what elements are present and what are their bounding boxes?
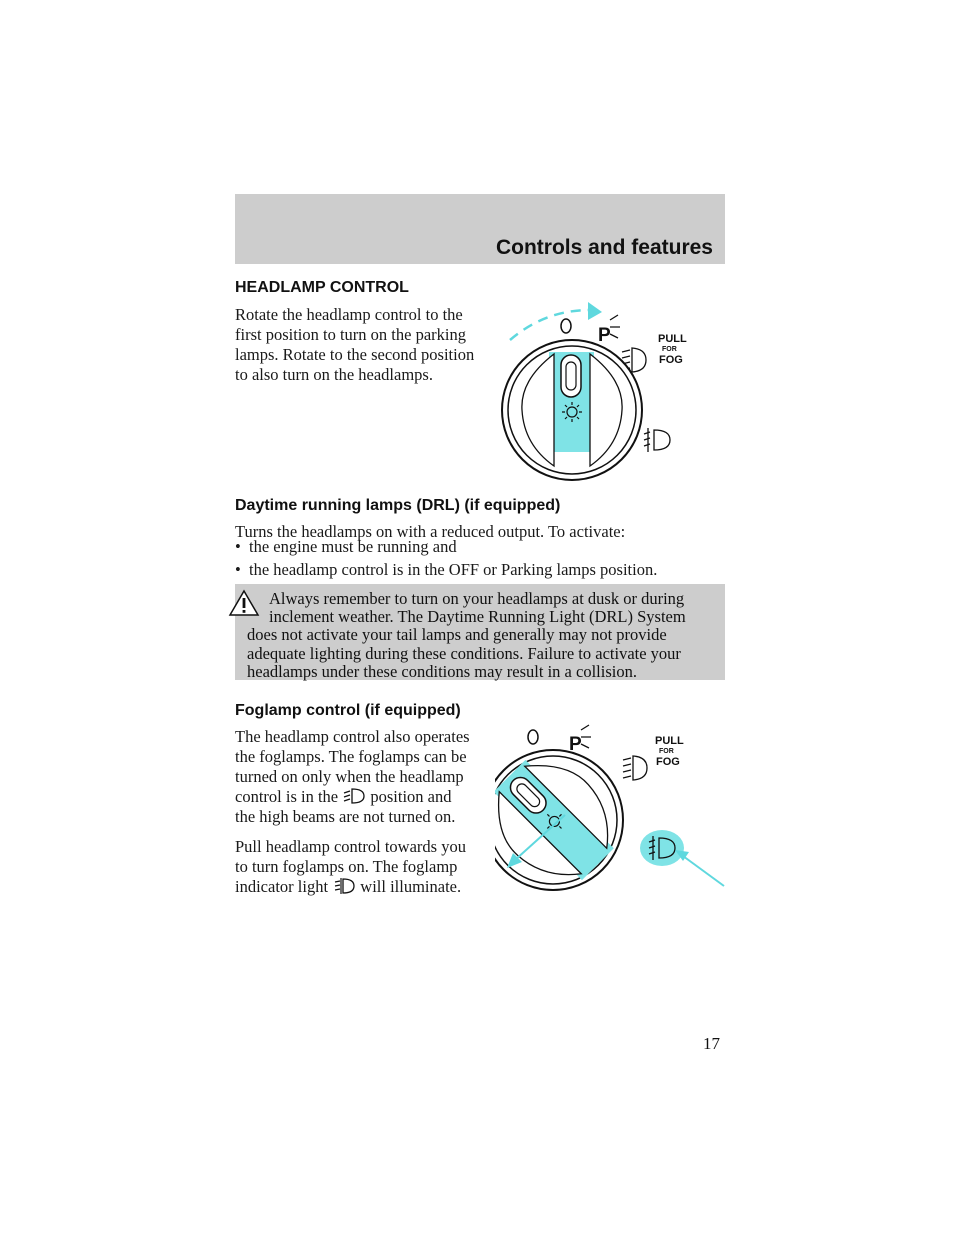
section-header-bar [235, 194, 725, 264]
rotation-arrowhead [588, 302, 602, 320]
list-item [235, 560, 657, 580]
parking-label: P [569, 734, 582, 755]
off-position-icon [528, 730, 538, 744]
indicator-arrow-line [683, 856, 724, 886]
text-line: Always remember to turn on your headlamps at dusk or during [269, 589, 685, 608]
text-line: Rotate the headlamp control to the [235, 305, 463, 324]
pull-label: PULL [658, 333, 687, 345]
headlamp-icon [623, 756, 647, 780]
bullet-dot: • [235, 537, 241, 556]
text-segment: position and [370, 787, 452, 806]
knob-indicator-slot [561, 355, 581, 397]
text-line: Pull headlamp control towards you [235, 837, 466, 856]
warning-triangle-icon [228, 589, 260, 617]
foglamp-paragraph-2 [235, 837, 466, 897]
foglamp-icon [644, 428, 670, 452]
foglamp-dial-diagram [495, 720, 730, 895]
text-line: does not activate your tail lamps and generally may not provide [247, 625, 667, 645]
headlamp-heading: HEADLAMP CONTROL [235, 279, 409, 296]
list-item-text: the headlamp control is in the OFF or Parking lamps position. [249, 560, 658, 579]
fog-label: FOG [656, 756, 680, 768]
parking-label: P [598, 325, 611, 346]
text-line: adequate lighting during these conditions. Failure to activate your [247, 643, 681, 663]
fog-label: FOG [659, 354, 683, 366]
headlamp-paragraph [235, 305, 474, 385]
foglamp-heading: Foglamp control (if equipped) [235, 702, 461, 719]
text-line: The headlamp control also operates [235, 727, 470, 746]
section-title: Controls and features [495, 236, 713, 259]
text-line: the high beams are not turned on. [235, 807, 456, 826]
headlamp-dial-diagram [490, 280, 700, 500]
off-position-icon [561, 319, 571, 333]
for-label: FOR [659, 748, 674, 755]
list-item [235, 537, 457, 557]
text-line: lamps. Rotate to the second position [235, 345, 475, 364]
text-line [235, 877, 466, 897]
rotation-arrow [510, 310, 590, 340]
headlamp-icon [342, 787, 366, 805]
text-line [235, 787, 470, 807]
parking-lamp-icon [610, 315, 620, 338]
drl-intro: Turns the headlamps on with a reduced output. To activate: [235, 522, 626, 541]
foglamp-highlight [640, 830, 684, 866]
text-segment: control is in the [235, 787, 339, 806]
pull-label: PULL [655, 735, 684, 747]
text-line: to also turn on the headlamps. [235, 365, 433, 384]
page-number: 17 [703, 1034, 720, 1053]
parking-lamp-icon [581, 725, 591, 748]
text-segment: indicator light [235, 877, 329, 896]
text-line: turned on only when the headlamp [235, 767, 464, 786]
text-line: first position to turn on the parking [235, 325, 466, 344]
for-label: FOR [662, 346, 677, 353]
bullet-dot: • [235, 560, 241, 579]
text-segment: will illuminate. [360, 877, 462, 896]
drl-heading: Daytime running lamps (DRL) (if equipped) [235, 497, 561, 514]
warning-box [235, 584, 725, 680]
text-line: to turn foglamps on. The foglamp [235, 857, 458, 876]
text-line: the foglamps. The foglamps can be [235, 747, 467, 766]
foglamp-indicator-icon [332, 877, 356, 895]
warning-text [247, 590, 717, 681]
list-item-text: the engine must be running and [249, 537, 457, 556]
foglamp-paragraph-1 [235, 727, 470, 827]
text-line: headlamps under these conditions may result in a collision. [247, 661, 637, 681]
text-line: inclement weather. The Daytime Running Light (DRL) System [269, 607, 686, 627]
